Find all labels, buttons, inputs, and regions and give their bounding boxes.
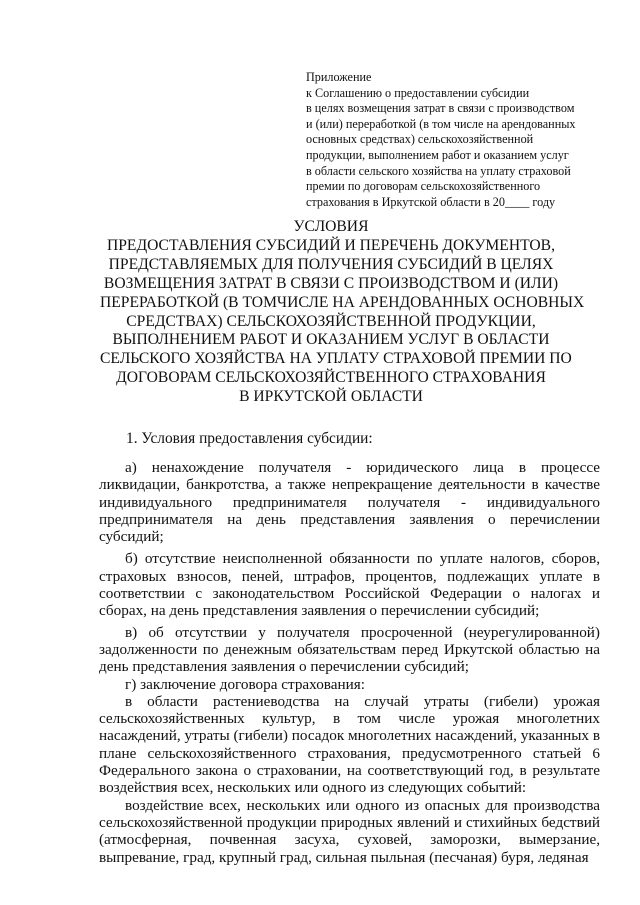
title-line: В ИРКУТСКОЙ ОБЛАСТИ (239, 388, 423, 406)
title-line: СЕЛЬСКОГО ХОЗЯЙСТВА НА УПЛАТУ СТРАХОВОЙ ПРЕМИИ ПО (100, 350, 572, 368)
appendix-line: в области сельского хозяйства на уплату страховой (306, 163, 571, 178)
title-line: ВЫПОЛНЕНИЕМ РАБОТ И ОКАЗАНИЕМ УСЛУГ В ОБЛАСТИ (112, 331, 550, 349)
paragraph-crop-insurance: в области растениеводства на случай утраты (гибели) урожая сельскохозяйственных культур, в том числе урожая многолетних насаждений, утраты (гибели) посадок многолетних насаждений, указанных в плане сельскохозяйственного страхования, предусмотренного статьей 6 Федерального закона о страховании, на соответствующий год, в результате воздействия всех, нескольких или одного из следующих событий: (99, 692, 600, 797)
title-line: УСЛОВИЯ (293, 218, 369, 235)
title-line: ПРЕДОСТАВЛЕНИЯ СУБСИДИЙ И ПЕРЕЧЕНЬ ДОКУМЕНТОВ, (107, 236, 555, 254)
appendix-line: премии по договорам сельскохозяйственного (306, 179, 541, 194)
appendix-note (306, 70, 616, 210)
title-line: СРЕДСТВАХ) СЕЛЬСКОХОЗЯЙСТВЕННОЙ ПРОДУКЦИИ, (126, 312, 536, 330)
paragraph-natural-hazards: воздействие всех, нескольких или одного из опасных для производства сельскохозяйственной продукции природных явлений и стихийных бедствий (атмосферная, почвенная засуха, суховей, заморозки, вымерзание, выпревание, град, крупный град, сильная пыльная (песчаная) буря, ледяная (99, 796, 600, 866)
title-line: ВОЗМЕЩЕНИЯ ЗАТРАТ В СВЯЗИ С ПРОИЗВОДСТВОМ И (ИЛИ) (103, 274, 559, 292)
section-heading: 1. Условия предоставления субсидии: (126, 430, 373, 447)
paragraph-b: б) отсутствие неисполненной обязанности по уплате налогов, сборов, страховых взносов, пеней, штрафов, процентов, подлежащих уплате в соответствии с законодательством Российской Федерации о налогах и сборах, на день представления заявления о перечислении субсидий; (99, 550, 600, 620)
appendix-line: и (или) переработкой (в том числе на арендованных (306, 116, 576, 131)
title-line: ПРЕДСТАВЛЯЕМЫХ ДЛЯ ПОЛУЧЕНИЯ СУБСИДИЙ В ЦЕЛЯХ (108, 255, 554, 273)
title-line: ПЕРЕРАБОТКОЙ (В ТОМЧИСЛЕ НА АРЕНДОВАННЫХ ОСНОВНЫХ (100, 293, 585, 311)
appendix-line: страхования в Иркутской области в 20____ году (306, 194, 556, 209)
document-body (99, 459, 600, 866)
appendix-line: Приложение (306, 70, 372, 84)
appendix-line: основных средствах) сельскохозяйственной (306, 132, 534, 147)
document-title (100, 218, 585, 407)
paragraph-v: в) об отсутствии у получателя просроченной (неурегулированной) задолженности по денежным обязательствам перед Иркутской областью на день представления заявления о перечислении субсидий; (99, 623, 600, 676)
appendix-line: к Соглашению о предоставлении субсидии (306, 85, 530, 100)
appendix-line: в целях возмещения затрат в связи с производством (306, 101, 575, 116)
title-line: ДОГОВОРАМ СЕЛЬСКОХОЗЯЙСТВЕННОГО СТРАХОВАНИЯ (116, 369, 546, 387)
paragraph-a: а) ненахождение получателя - юридического лица в процессе ликвидации, банкротства, а также непрекращение деятельности в качестве индивидуального предпринимателя получателя - индивидуального предпринимателя на день представления заявления о перечислении субсидий; (99, 459, 600, 546)
paragraph-g: г) заключение договора страхования: (125, 675, 365, 693)
appendix-line: продукции, выполнением работ и оказанием услуг (306, 147, 569, 162)
